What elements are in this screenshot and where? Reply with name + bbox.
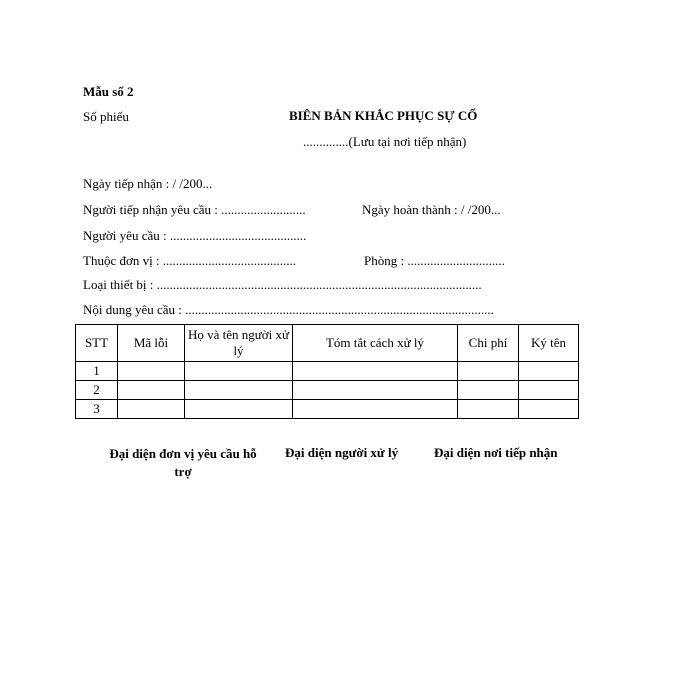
table-cell [185,400,293,419]
table-row [76,400,579,419]
table-cell [118,381,185,400]
column-header: STT [76,325,118,362]
room-field: Phòng : .............................. [364,253,505,268]
signature-requester-line: trợ [174,464,192,479]
column-header: Tóm tắt cách xử lý [293,325,458,362]
document-title: BIÊN BẢN KHẮC PHỤC SỰ CỐ [289,108,478,123]
form-number: Mẫu số 2 [83,84,134,99]
table-cell [118,362,185,381]
ticket-number-label: Số phiếu [83,109,129,124]
table-cell: 1 [76,362,118,381]
table-cell [519,362,579,381]
table-cell [519,400,579,419]
unit-field: Thuộc đơn vị : ......................................... [83,253,297,268]
signature-requester-line: Đại diện đơn vị yêu cầu hỗ [109,446,257,461]
table-cell: 2 [76,381,118,400]
table-row [76,381,579,400]
table-cell [293,400,458,419]
requester-field: Người yêu cầu : .......................................... [83,228,307,243]
signature-receiver-label: Đại diện nơi tiếp nhận [434,445,558,460]
completed-date-field: Ngày hoàn thành : / /200... [362,202,501,217]
table-cell [293,362,458,381]
column-header: Mã lỗi [118,325,185,362]
signature-handler-label: Đại diện người xử lý [285,445,399,460]
table-cell [293,381,458,400]
device-type-field: Loại thiết bị : .................................................................................................... [83,277,482,292]
received-date-field: Ngày tiếp nhận : / /200... [83,176,213,191]
table-row [76,362,579,381]
document-subtitle: ..............(Lưu tại nơi tiếp nhận) [303,134,467,149]
receiver-field: Người tiếp nhận yêu cầu : .......................... [83,202,306,217]
signature-requester-label [93,445,273,481]
table-header-row [76,325,579,362]
table-cell [185,362,293,381]
incident-table [75,324,579,419]
request-content-field: Nội dung yêu cầu : ............................................................................................... [83,302,494,317]
table-cell [458,362,519,381]
table-cell [118,400,185,419]
column-header: Ký tên [519,325,579,362]
table-cell [458,400,519,419]
table-cell [519,381,579,400]
table-cell [458,381,519,400]
table-cell: 3 [76,400,118,419]
column-header: Họ và tên người xử lý [185,325,293,362]
column-header: Chi phí [458,325,519,362]
table-cell [185,381,293,400]
